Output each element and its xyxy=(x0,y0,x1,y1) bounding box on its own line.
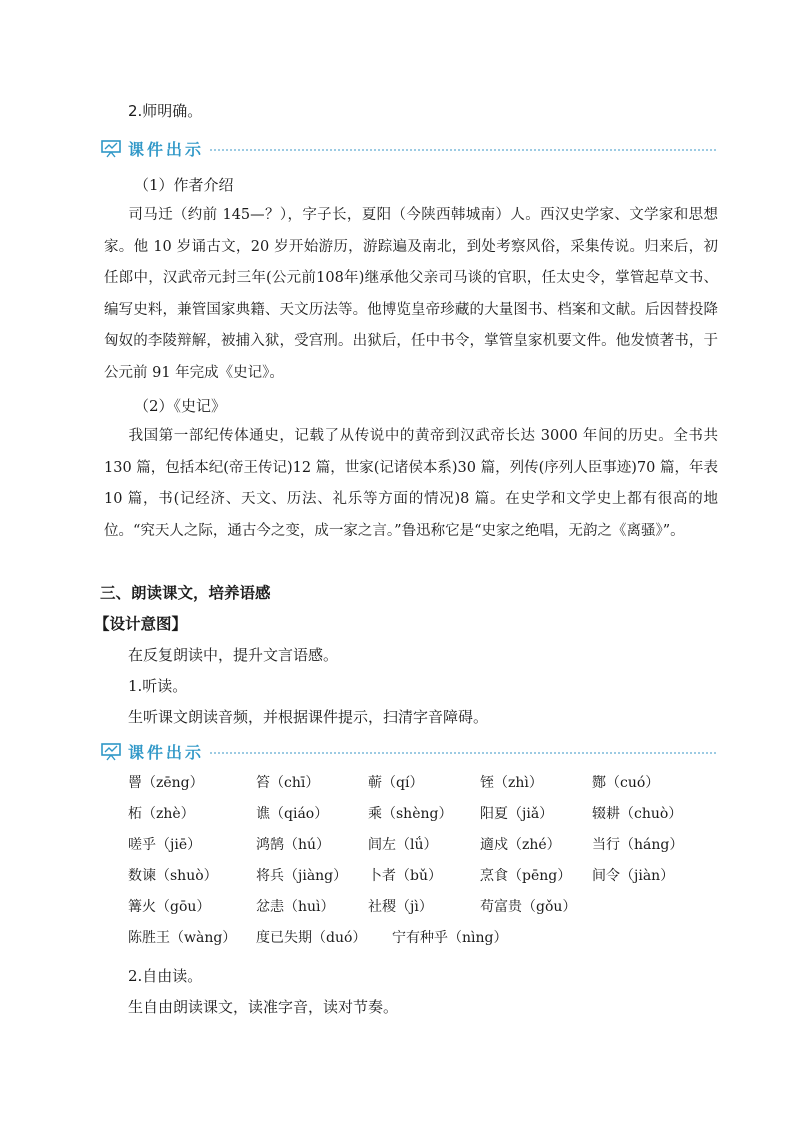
presentation-board-icon xyxy=(100,138,122,158)
courseware-banner-2 xyxy=(100,740,716,762)
author-intro-text: 司马迁（约前 145—？），字子长，夏阳（今陕西韩城南）人。西汉史学家、文学家和思想家。他 10 岁诵古文，20 岁开始游历，游踪遍及南北，到处考察风俗，采集传说。归来后，初任郎中，汉武帝元封三年(公元前108年)继承他父亲司马谈的官职，任太史令，掌管起草文书、编写史料，兼管国家典籍、天文历法等。他博览皇帝珍藏的大量图书、档案和文献。后因替投降匈奴的李陵辩解，被捕入狱，受宫刑。出狱后，任中书令，掌管皇家机要文件。他发愤著书，于公元前 91 年完成《史记》。 xyxy=(104,207,718,381)
pronunciation-item: 将兵（jiàng） xyxy=(256,868,348,884)
design-intent-text: 在反复朗读中，提升文言语感。 xyxy=(128,646,339,664)
design-intent-label: 【设计意图】 xyxy=(94,615,188,633)
pronunciation-item: 乘（shèng） xyxy=(368,806,453,822)
section-heading-reading: 三、朗读课文，培养语感 xyxy=(100,584,271,602)
section-title-author: （1）作者介绍 xyxy=(134,176,234,194)
pronunciation-item: 谯（qiáo） xyxy=(256,806,329,822)
presentation-board-icon xyxy=(100,741,122,761)
banner-title: 课件出示 xyxy=(128,139,205,159)
step-free-read: 2.自由读。 xyxy=(128,967,203,985)
banner-dotted-rule xyxy=(210,149,716,151)
pronunciation-item: 辍耕（chuò） xyxy=(592,806,683,822)
pronunciation-item: 柘（zhè） xyxy=(128,806,195,822)
pronunciation-item: 数谏（shuò） xyxy=(128,868,218,884)
pronunciation-item: 社稷（jì） xyxy=(368,899,433,915)
banner-title: 课件出示 xyxy=(128,742,205,762)
pronunciation-item: 度已失期（duó） xyxy=(256,930,367,946)
pronunciation-item: 罾（zēng） xyxy=(128,775,204,791)
pronunciation-item: 鸿鹄（hú） xyxy=(256,837,331,853)
pronunciation-item: 苟富贵（gǒu） xyxy=(480,899,577,915)
pronunciation-item: 笞（chī） xyxy=(256,775,320,791)
pronunciation-item: 篝火（gōu） xyxy=(128,899,211,915)
pronunciation-item: 嗟乎（jiē） xyxy=(128,837,202,853)
pronunciation-item: 蕲（qí） xyxy=(368,775,424,791)
shiji-intro-text: 我国第一部纪传体通史，记载了从传说中的黄帝到汉武帝长达 3000 年间的历史。全书共 130 篇，包括本纪(帝王传记)12 篇，世家(记诸侯本系)30 篇，列传(序列人臣事迹)70 篇，年表 10 篇，书(记经济、天文、历法、礼乐等方面的情况)8 篇。在史学和文学史上都有很高的地位。“究天人之际，通古今之变，成一家之言。”鲁迅称它是“史家之绝唱，无韵之《离骚》”。 xyxy=(104,428,718,539)
pronunciation-item: 陈胜王（wàng） xyxy=(128,930,237,946)
step-item-top: 2.师明确。 xyxy=(128,102,203,120)
pronunciation-item: 间令（jiàn） xyxy=(592,868,675,884)
pronunciation-item: 酂（cuó） xyxy=(592,775,660,791)
section-title-shiji: （2）《史记》 xyxy=(134,397,227,415)
banner-dotted-rule xyxy=(210,752,716,754)
pronunciation-item: 宁有种乎（nìng） xyxy=(392,930,508,946)
step-listen-text: 生听课文朗读音频，并根据课件提示，扫清字音障碍。 xyxy=(128,708,489,726)
author-intro-paragraph xyxy=(104,200,718,389)
step-free-read-text: 生自由朗读课文，读准字音，读对节奏。 xyxy=(128,998,399,1016)
pronunciation-item: 適戍（zhé） xyxy=(480,837,561,853)
pronunciation-item: 忿恚（huì） xyxy=(256,899,335,915)
pronunciation-item: 烹食（pēng） xyxy=(480,868,572,884)
courseware-banner xyxy=(100,137,716,159)
pronunciation-item: 阳夏（jiǎ） xyxy=(480,806,554,822)
pronunciation-item: 当行（háng） xyxy=(592,837,684,853)
pronunciation-item: 铚（zhì） xyxy=(480,775,543,791)
step-listen: 1.听读。 xyxy=(128,677,188,695)
pronunciation-item: 卜者（bǔ） xyxy=(368,868,442,884)
shiji-intro-paragraph xyxy=(104,421,718,547)
pronunciation-item: 闾左（lǘ） xyxy=(368,837,438,853)
